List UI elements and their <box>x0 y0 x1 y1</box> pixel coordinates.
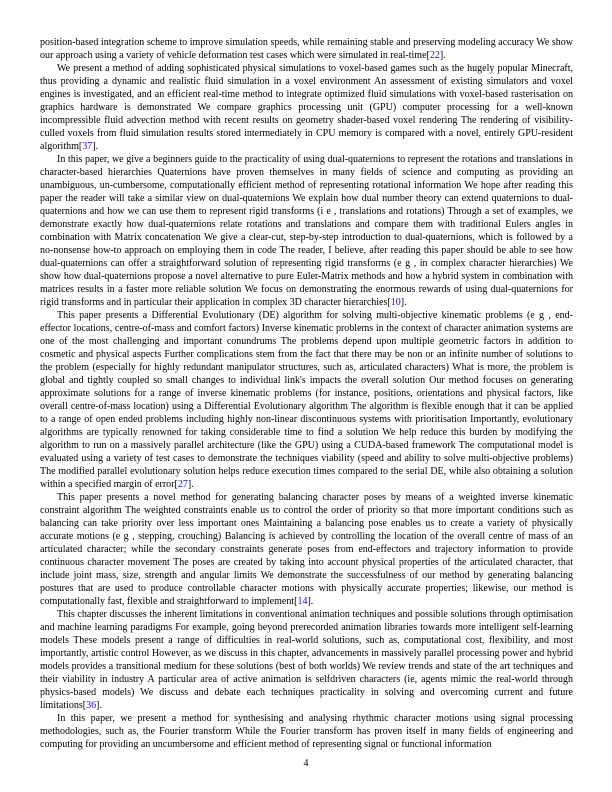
citation-link[interactable]: [27] <box>174 479 192 490</box>
paragraph <box>40 62 573 153</box>
paragraph-text: position-based integration scheme to improve simulation speeds, while remaining stable and preserving modeling accuracy We show our approach using a variety of vehicle deformation test cases which were simulated in real-time <box>40 37 573 61</box>
text-column <box>40 36 573 751</box>
citation-number[interactable]: 14 <box>297 596 308 607</box>
page-number: 4 <box>303 758 309 769</box>
citation-number[interactable]: 22 <box>429 50 440 61</box>
paragraph-text: This chapter discusses the inherent limitations in conventional animation techniques and possible solutions through optimisation and machine learning paradigms For example, going beyond prerecorded animation libraries towards more intelligent self-learning models These models present a range of difficulties in real-world solutions, such as, computational cost, flexibility, and most importantly, artistic control However, as we discuss in this chapter, advancements in massively parallel processing power and hybrid models provides a transitional medium for these solutions (best of both worlds) We review trends and state of the art techniques and their viability in industry A particular area of active animation is selfdriven characters (ie, agents mimic the real-world through physics-based models) We discuss and debate each techniques practicality in solving and overcoming current and future limitations <box>40 609 573 711</box>
paragraph-tail: . <box>191 479 194 490</box>
citation-link[interactable]: [37] <box>78 141 96 152</box>
paragraph-tail: . <box>95 141 99 152</box>
paragraph <box>40 712 573 751</box>
paragraph <box>40 36 573 62</box>
paragraph-text: In this paper, we present a method for synthesising and analysing rhythmic character motions using signal processing methodologies, such as, the Fourier transform While the Fourier transform has proven itself in many fields of engineering and computing for providing an uncumbersome and efficient method of representing signal or functional information <box>40 713 573 750</box>
paragraph-tail: . <box>99 700 102 711</box>
citation-link[interactable]: [22] <box>426 50 444 61</box>
citation-number[interactable]: 27 <box>177 479 188 490</box>
paragraph-tail: . <box>404 297 407 308</box>
paragraph-text: We present a method of adding sophisticated physical simulations to voxel-based games such as the hugely popular Minecraft, thus providing a dynamic and realistic fluid simulation in a voxel environment An assessment of existing simulators and voxel engines is investigated, and an efficient real-time method to integrate optimized fluid simulations with voxel-based rasterisation on graphics hardware is demonstrated We compare graphics processing unit (GPU) computer processing for a well-known incompressible fluid advection method with recent results on geometry shader-based voxel rendering The rendering of visibility-culled voxels from fluid simulation results stored intermediately in CPU memory is compared with a novel, entirely GPU-resident algorithm <box>40 63 573 152</box>
paragraph-tail: . <box>310 596 314 607</box>
citation-link[interactable]: [36] <box>82 700 100 711</box>
citation-number[interactable]: 36 <box>86 700 97 711</box>
paragraph-text: This paper presents a novel method for generating balancing character poses by means of a weighted inverse kinematic constraint algorithm The weighted constraints enable us to control the order of priority so that more important conditions such as balancing can take priority over less important ones Maintaining a balancing pose enables us to create a variety of physically accurate motions (e g , stepping, crouching) Balancing is achieved by controlling the location of the overall centre of mass of an articulated character; while the secondary constraints generate poses from end-effectors and trajectory information to provide continuous character movement The poses are created by taking into account physical properties of the articulated character, that include joint mass, size, strength and angular limits We demonstrate the successfulness of our method by generating balancing postures that are used to produce controllable character motions with physically accurate properties; likewise, our method is computationally fast, flexible and straightforward to implement <box>40 492 573 607</box>
citation-number[interactable]: 10 <box>390 297 401 308</box>
paragraph <box>40 153 573 309</box>
paragraph-text: In this paper, we give a beginners guide to the practicality of using dual-quaternions to represent the rotations and translations in character-based hierarchies Quaternions have proven themselves in many fields of science and computing as providing an unambiguous, un-cumbersome, computationally efficient method of representing rotational information We hope after reading this paper the reader will take a similar view on dual-quaternions We explain how dual number theory can extend quaternions to dual-quaternions and how we can use them to represent rigid transforms (i e , translations and rotations) Through a set of examples, we demonstrate exactly how dual-quaternions relate rotations and translations and compare them with traditional Eulers angles in combination with Matrix concatenation We give a clear-cut, step-by-step introduction to dual-quaternions, which is followed by a no-nonsense how-to approach on employing them in code The reader, I believe, after reading this paper should be able to see how dual-quaternions can offer a straightforward solution of representing rigid transforms (e g , in complex character hierarchies) We show how dual-quaternions propose a novel alternative to pure Euler-Matrix methods and how a hybrid system in combination with matrices results in a faster more reliable solution We focus on demonstrating the enormous rewards of using dual-quaternions for rigid transforms and in particular their application in complex 3D character hierarchies <box>40 154 573 308</box>
paragraph-text: This paper presents a Differential Evolutionary (DE) algorithm for solving multi-objective kinematic problems (e g , end-effector locations, centre-of-mass and comfort factors) Inverse kinematic problems in the context of character animation systems are one of the most challenging and important conundrums The problems depend upon multiple geometric factors in addition to cosmetic and physical aspects Further complications stem from the fact that there may be non or an infinite number of solutions to the problem (especially for highly redundant manipulator structures, such as, articulated characters) What is more, the problem is global and tightly coupled so small changes to individual link's impacts the overall solution Our method focuses on generating approximate solutions for a range of inverse kinematic problems (for instance, positions, orientations and physical factors, like overall centre-of-mass location) using a Differential Evolutionary algorithm The algorithm is flexible enough that it can be applied to a range of open ended problems including highly non-linear discontinuous systems with prioritisation Importantly, evolutionary algorithms are typically renowned for taking considerable time to find a solution We help reduce this burden by modifying the algorithm to run on a massively parallel architecture (like the GPU) using a CUDA-based framework The computational model is evaluated using a variety of test cases to demonstrate the techniques viability (speed and ability to solve multi-objective problems) The modified parallel evolutionary solution helps reduce execution times compared to the serial DE, while also obtaining a solution within a specified margin of error <box>40 310 573 490</box>
paragraph <box>40 309 573 491</box>
citation-number[interactable]: 37 <box>82 141 93 152</box>
citation-link[interactable]: [10] <box>387 297 405 308</box>
citation-link[interactable]: [14] <box>294 596 311 607</box>
paragraph <box>40 491 573 608</box>
paragraph <box>40 608 573 712</box>
paragraph-tail: . <box>443 50 446 61</box>
